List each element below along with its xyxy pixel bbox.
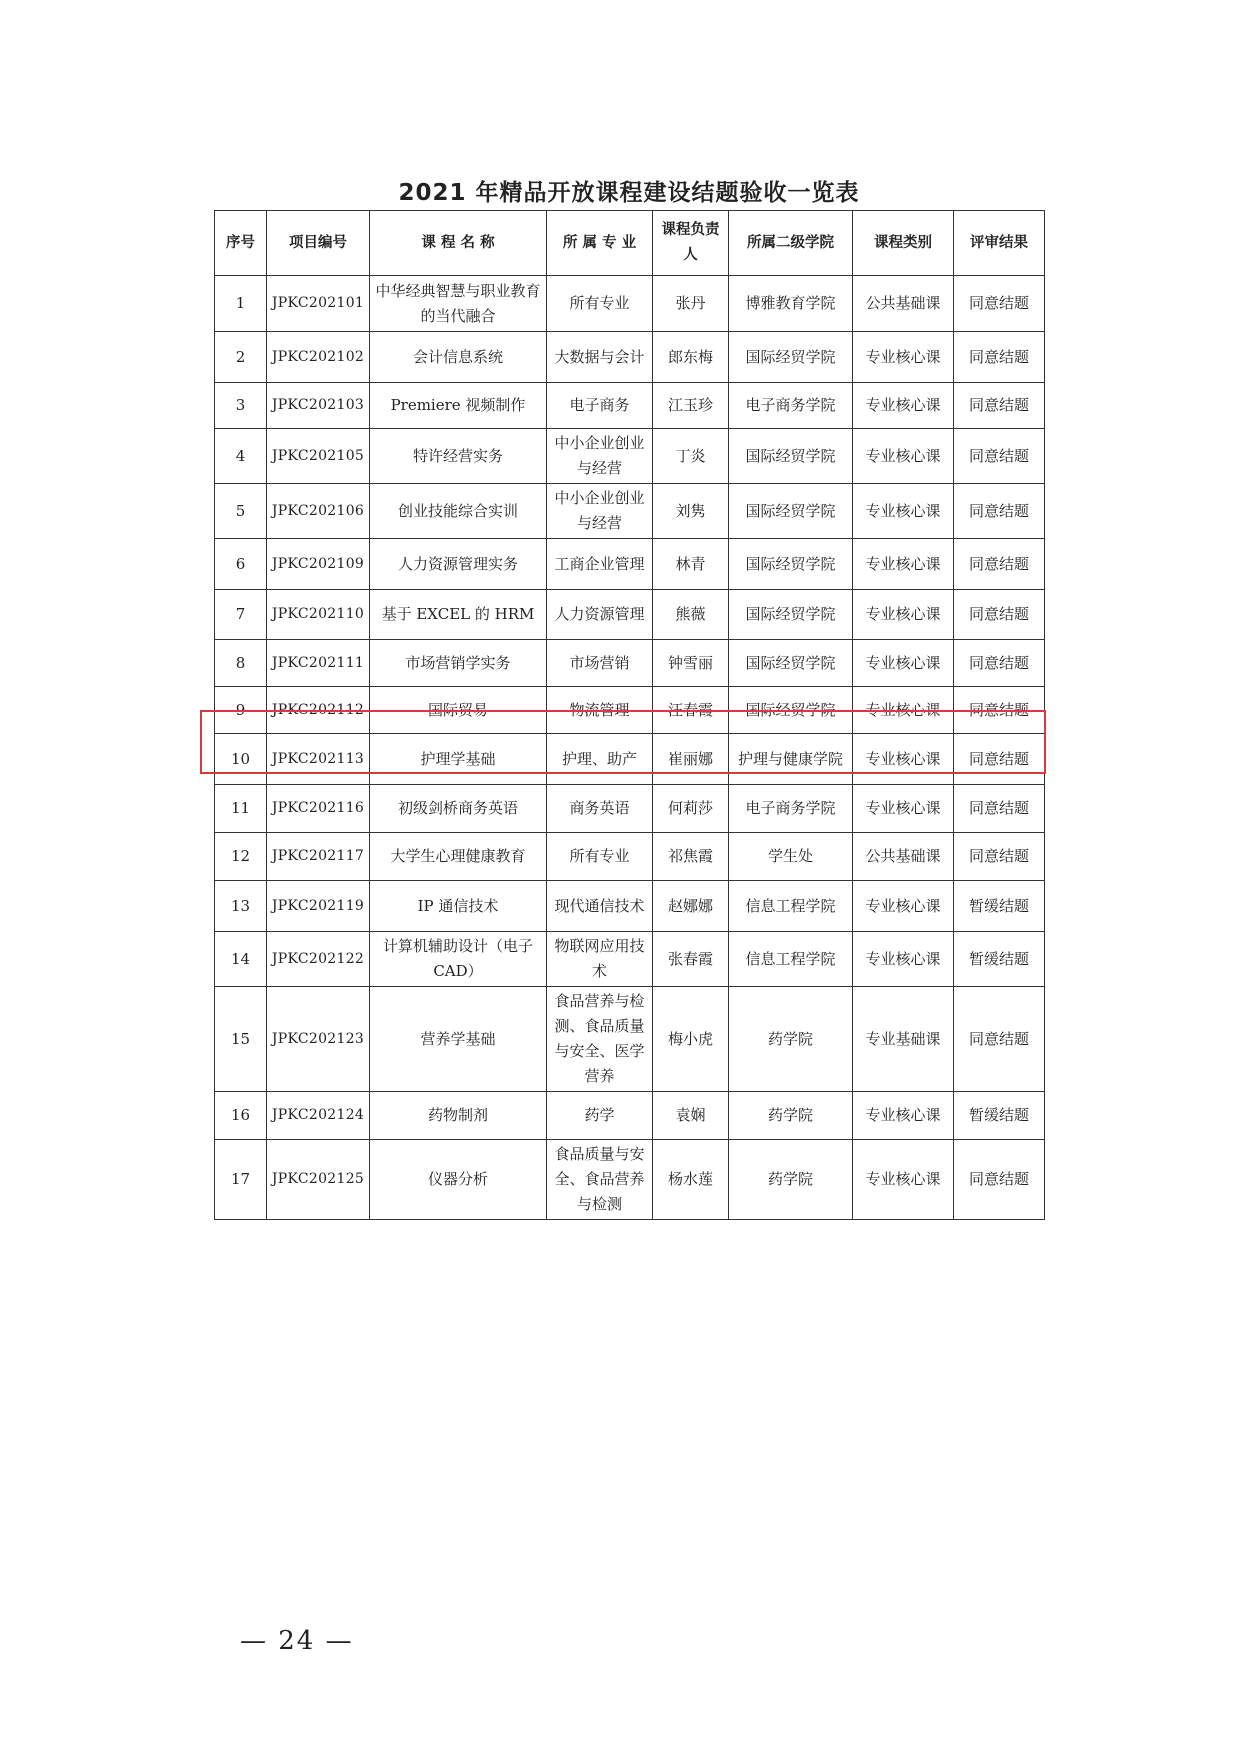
cell-major: 市场营销	[547, 640, 653, 687]
cell-no: 13	[215, 881, 267, 932]
cell-result: 暂缓结题	[954, 932, 1045, 987]
document-title: 2021 年精品开放课程建设结题验收一览表	[398, 180, 860, 206]
cell-no: 15	[215, 987, 267, 1092]
cell-code: JPKC202122	[267, 932, 370, 987]
cell-course-type: 专业核心课	[853, 539, 954, 590]
cell-result: 同意结题	[954, 590, 1045, 640]
cell-course-type: 专业核心课	[853, 383, 954, 429]
cell-college: 学生处	[729, 833, 853, 881]
cell-lead: 赵娜娜	[653, 881, 729, 932]
cell-lead: 崔丽娜	[653, 734, 729, 785]
cell-result: 同意结题	[954, 1140, 1045, 1220]
cell-no: 6	[215, 539, 267, 590]
cell-no: 17	[215, 1140, 267, 1220]
cell-course-name: 初级剑桥商务英语	[370, 785, 547, 833]
table-row	[215, 987, 1045, 1092]
cell-code: JPKC202116	[267, 785, 370, 833]
cell-result: 同意结题	[954, 484, 1045, 539]
cell-college: 国际经贸学院	[729, 539, 853, 590]
header-course-type: 课程类别	[853, 211, 954, 276]
cell-lead: 刘隽	[653, 484, 729, 539]
cell-course-name: 市场营销学实务	[370, 640, 547, 687]
cell-course-type: 专业核心课	[853, 881, 954, 932]
cell-lead: 丁炎	[653, 429, 729, 484]
cell-course-type: 专业核心课	[853, 734, 954, 785]
cell-course-name: 护理学基础	[370, 734, 547, 785]
header-no: 序号	[215, 211, 267, 276]
cell-college: 药学院	[729, 1092, 853, 1140]
cell-code: JPKC202117	[267, 833, 370, 881]
cell-no: 9	[215, 687, 267, 734]
cell-course-type: 专业核心课	[853, 932, 954, 987]
cell-major: 人力资源管理	[547, 590, 653, 640]
table-row	[215, 590, 1045, 640]
cell-course-name: 药物制剂	[370, 1092, 547, 1140]
cell-lead: 何莉莎	[653, 785, 729, 833]
cell-no: 3	[215, 383, 267, 429]
table-row	[215, 539, 1045, 590]
cell-result: 同意结题	[954, 332, 1045, 383]
cell-course-type: 公共基础课	[853, 276, 954, 332]
cell-major: 工商企业管理	[547, 539, 653, 590]
cell-code: JPKC202119	[267, 881, 370, 932]
table-row	[215, 1140, 1045, 1220]
cell-college: 电子商务学院	[729, 383, 853, 429]
cell-code: JPKC202101	[267, 276, 370, 332]
table-row	[215, 332, 1045, 383]
cell-lead: 钟雪丽	[653, 640, 729, 687]
table-row	[215, 429, 1045, 484]
cell-code: JPKC202105	[267, 429, 370, 484]
cell-lead: 郎东梅	[653, 332, 729, 383]
cell-result: 同意结题	[954, 687, 1045, 734]
cell-no: 11	[215, 785, 267, 833]
cell-no: 4	[215, 429, 267, 484]
cell-course-type: 公共基础课	[853, 833, 954, 881]
cell-no: 5	[215, 484, 267, 539]
header-lead: 课程负责人	[653, 211, 729, 276]
cell-code: JPKC202106	[267, 484, 370, 539]
cell-lead: 梅小虎	[653, 987, 729, 1092]
cell-course-name: 大学生心理健康教育	[370, 833, 547, 881]
cell-college: 护理与健康学院	[729, 734, 853, 785]
table-row	[215, 1092, 1045, 1140]
cell-course-name: 基于 EXCEL 的 HRM	[370, 590, 547, 640]
cell-result: 同意结题	[954, 539, 1045, 590]
cell-course-type: 专业核心课	[853, 590, 954, 640]
cell-course-type: 专业核心课	[853, 484, 954, 539]
table-row	[215, 785, 1045, 833]
cell-lead: 江玉珍	[653, 383, 729, 429]
cell-course-name: IP 通信技术	[370, 881, 547, 932]
table-row	[215, 932, 1045, 987]
cell-result: 暂缓结题	[954, 881, 1045, 932]
cell-no: 10	[215, 734, 267, 785]
cell-no: 8	[215, 640, 267, 687]
cell-major: 物联网应用技术	[547, 932, 653, 987]
cell-major: 商务英语	[547, 785, 653, 833]
cell-major: 食品营养与检测、食品质量与安全、医学营养	[547, 987, 653, 1092]
cell-major: 现代通信技术	[547, 881, 653, 932]
cell-course-name: 仪器分析	[370, 1140, 547, 1220]
cell-code: JPKC202109	[267, 539, 370, 590]
cell-major: 物流管理	[547, 687, 653, 734]
cell-lead: 熊薇	[653, 590, 729, 640]
header-major: 所 属 专 业	[547, 211, 653, 276]
cell-course-type: 专业核心课	[853, 687, 954, 734]
cell-college: 药学院	[729, 987, 853, 1092]
table-body	[215, 276, 1045, 1220]
cell-major: 所有专业	[547, 833, 653, 881]
cell-result: 同意结题	[954, 383, 1045, 429]
cell-no: 1	[215, 276, 267, 332]
cell-major: 大数据与会计	[547, 332, 653, 383]
cell-college: 信息工程学院	[729, 932, 853, 987]
table-row	[215, 734, 1045, 785]
cell-no: 7	[215, 590, 267, 640]
cell-no: 14	[215, 932, 267, 987]
cell-result: 同意结题	[954, 276, 1045, 332]
cell-code: JPKC202123	[267, 987, 370, 1092]
cell-course-type: 专业核心课	[853, 640, 954, 687]
cell-lead: 林青	[653, 539, 729, 590]
cell-result: 暂缓结题	[954, 1092, 1045, 1140]
cell-course-name: 创业技能综合实训	[370, 484, 547, 539]
cell-code: JPKC202124	[267, 1092, 370, 1140]
cell-result: 同意结题	[954, 833, 1045, 881]
cell-result: 同意结题	[954, 640, 1045, 687]
table-row	[215, 833, 1045, 881]
cell-major: 电子商务	[547, 383, 653, 429]
cell-lead: 祁焦霞	[653, 833, 729, 881]
cell-course-name: 营养学基础	[370, 987, 547, 1092]
cell-lead: 汪春霞	[653, 687, 729, 734]
cell-major: 中小企业创业与经营	[547, 484, 653, 539]
cell-major: 中小企业创业与经营	[547, 429, 653, 484]
cell-result: 同意结题	[954, 785, 1045, 833]
cell-no: 16	[215, 1092, 267, 1140]
cell-code: JPKC202103	[267, 383, 370, 429]
table-row	[215, 484, 1045, 539]
cell-college: 国际经贸学院	[729, 640, 853, 687]
cell-course-name: 国际贸易	[370, 687, 547, 734]
cell-result: 同意结题	[954, 734, 1045, 785]
cell-college: 信息工程学院	[729, 881, 853, 932]
table-header-row	[215, 211, 1045, 276]
cell-course-type: 专业核心课	[853, 1092, 954, 1140]
header-result: 评审结果	[954, 211, 1045, 276]
cell-no: 2	[215, 332, 267, 383]
cell-course-type: 专业基础课	[853, 987, 954, 1092]
cell-course-name: 特许经营实务	[370, 429, 547, 484]
cell-lead: 张丹	[653, 276, 729, 332]
table-row	[215, 640, 1045, 687]
cell-college: 国际经贸学院	[729, 590, 853, 640]
cell-result: 同意结题	[954, 987, 1045, 1092]
cell-course-type: 专业核心课	[853, 429, 954, 484]
cell-code: JPKC202125	[267, 1140, 370, 1220]
cell-result: 同意结题	[954, 429, 1045, 484]
cell-code: JPKC202112	[267, 687, 370, 734]
cell-code: JPKC202111	[267, 640, 370, 687]
acceptance-table	[214, 210, 1045, 1220]
cell-course-type: 专业核心课	[853, 332, 954, 383]
cell-major: 护理、助产	[547, 734, 653, 785]
header-college: 所属二级学院	[729, 211, 853, 276]
cell-course-name: 人力资源管理实务	[370, 539, 547, 590]
cell-college: 药学院	[729, 1140, 853, 1220]
table-row	[215, 383, 1045, 429]
table-row	[215, 276, 1045, 332]
cell-college: 国际经贸学院	[729, 332, 853, 383]
table-row	[215, 687, 1045, 734]
cell-course-type: 专业核心课	[853, 1140, 954, 1220]
cell-major: 药学	[547, 1092, 653, 1140]
cell-college: 博雅教育学院	[729, 276, 853, 332]
cell-lead: 杨水莲	[653, 1140, 729, 1220]
cell-no: 12	[215, 833, 267, 881]
cell-course-type: 专业核心课	[853, 785, 954, 833]
cell-college: 国际经贸学院	[729, 687, 853, 734]
table-row	[215, 881, 1045, 932]
cell-code: JPKC202110	[267, 590, 370, 640]
cell-college: 电子商务学院	[729, 785, 853, 833]
cell-code: JPKC202113	[267, 734, 370, 785]
cell-major: 所有专业	[547, 276, 653, 332]
cell-lead: 袁娴	[653, 1092, 729, 1140]
cell-code: JPKC202102	[267, 332, 370, 383]
cell-major: 食品质量与安全、食品营养与检测	[547, 1140, 653, 1220]
cell-college: 国际经贸学院	[729, 429, 853, 484]
cell-course-name: 中华经典智慧与职业教育的当代融合	[370, 276, 547, 332]
header-course-name: 课 程 名 称	[370, 211, 547, 276]
header-code: 项目编号	[267, 211, 370, 276]
page-number: — 24 —	[240, 1626, 354, 1656]
cell-college: 国际经贸学院	[729, 484, 853, 539]
cell-lead: 张春霞	[653, 932, 729, 987]
cell-course-name: 计算机辅助设计（电子CAD）	[370, 932, 547, 987]
cell-course-name: Premiere 视频制作	[370, 383, 547, 429]
cell-course-name: 会计信息系统	[370, 332, 547, 383]
